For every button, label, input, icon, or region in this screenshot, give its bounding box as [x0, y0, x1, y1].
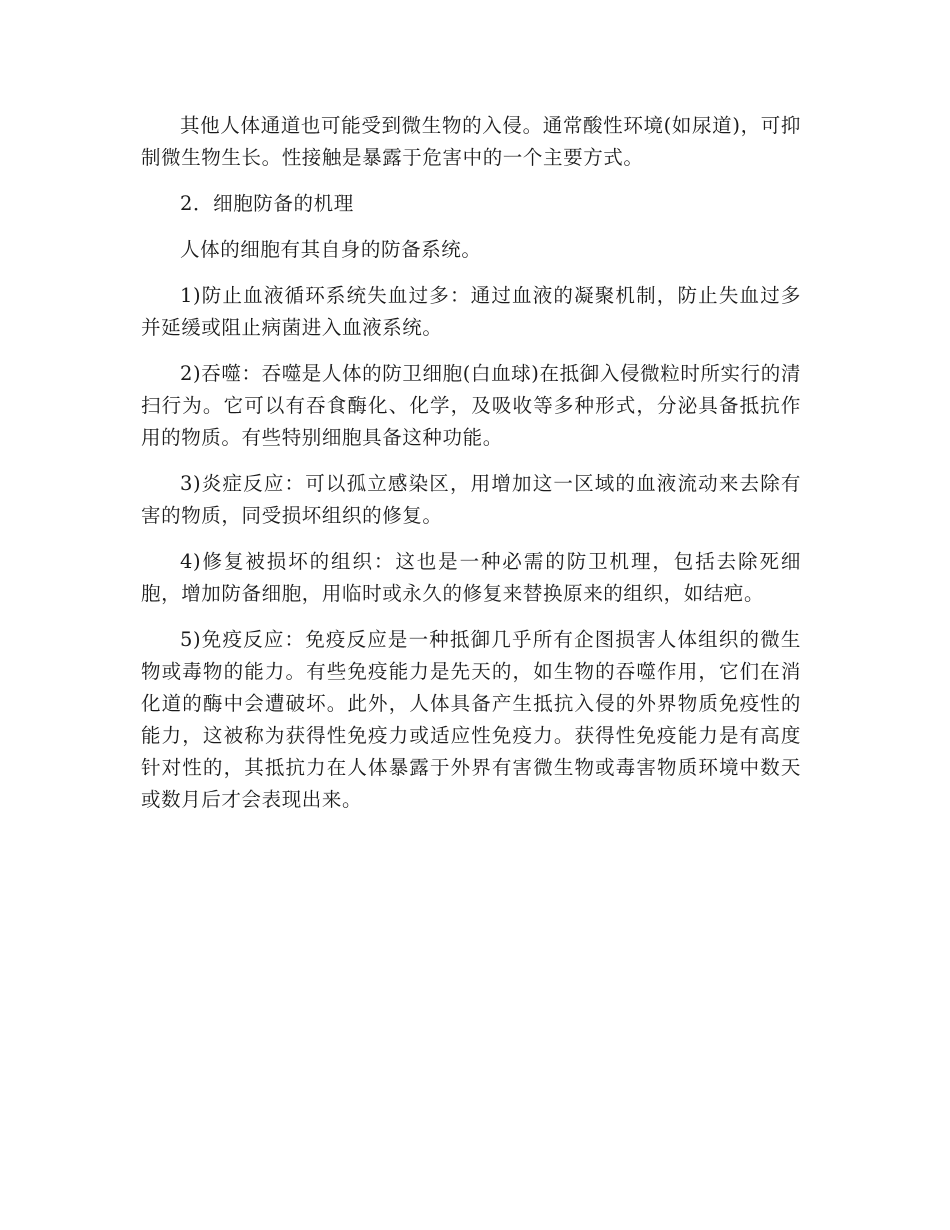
list-item-tissue-repair: 4)修复被损坏的组织：这也是一种必需的防卫机理，包括去除死细胞，增加防备细胞，用临时或永久的修复来替换原来的组织，如结疤。 [141, 550, 801, 605]
list-item-inflammation: 3)炎症反应：可以孤立感染区，用增加这一区域的血液流动来去除有害的物质，同受损坏组织的修复。 [141, 472, 801, 527]
list-item-blood-loss: 1)防止血液循环系统失血过多：通过血液的凝聚机制，防止失血过多并延缓或阻止病菌进入血液系统。 [141, 284, 801, 339]
document-body [141, 110, 801, 830]
paragraph-cell-defense-intro: 人体的细胞有其自身的防备系统。 [180, 238, 482, 261]
list-item-phagocytosis: 2)吞噬：吞噬是人体的防卫细胞(白血球)在抵御入侵微粒时所实行的清扫行为。它可以有吞食酶化、化学，及吸收等多种形式，分泌具备抵抗作用的物质。有些特别细胞具备这种功能。 [141, 362, 801, 449]
paragraph-urinary-tract: 其他人体通道也可能受到微生物的入侵。通常酸性环境(如尿道)，可抑制微生物生长。性接触是暴露于危害中的一个主要方式。 [141, 114, 801, 169]
section-heading-cell-defense: 2．细胞防备的机理 [180, 192, 354, 215]
list-item-immune-response: 5)免疫反应：免疫反应是一种抵御几乎所有企图损害人体组织的微生物或毒物的能力。有些免疫能力是先天的，如生物的吞噬作用，它们在消化道的酶中会遭破坏。此外，人体具备产生抵抗入侵的外界物质免疫性的能力，这被称为获得性免疫力或适应性免疫力。获得性免疫能力是有高度针对性的，其抵抗力在人体暴露于外界有害微生物或毒害物质环境中数天或数月后才会表现出来。 [141, 628, 801, 811]
